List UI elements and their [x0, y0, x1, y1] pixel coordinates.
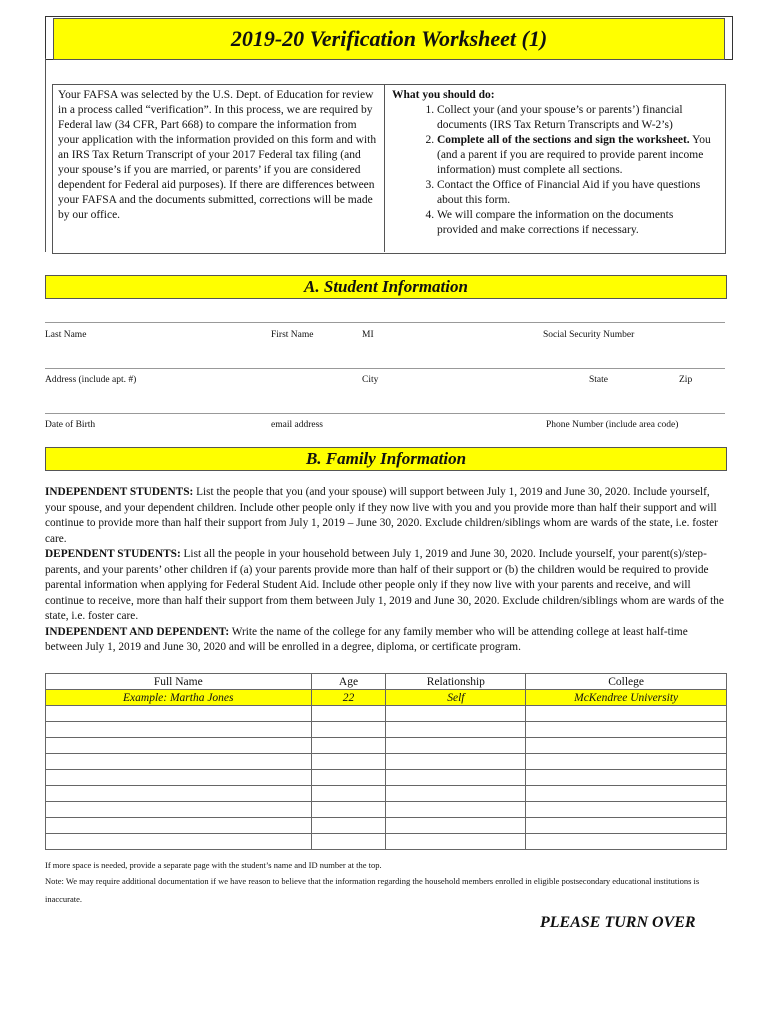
- relationship-cell[interactable]: [386, 754, 526, 770]
- relationship-cell[interactable]: [386, 738, 526, 754]
- table-row: [46, 706, 727, 722]
- age-cell[interactable]: [311, 834, 386, 850]
- name-cell[interactable]: [46, 802, 312, 818]
- college-cell[interactable]: [526, 834, 727, 850]
- form-line: [45, 413, 725, 414]
- name-cell[interactable]: [46, 818, 312, 834]
- instruction-step: 2. Complete all of the sections and sign the worksheet. You (and a parent if you are required to provide parent income information) must complete all sections.: [437, 133, 714, 178]
- documentation-note: Note: We may require additional documentation if we have reason to believe that the information regarding the household members enrolled in eligible postsecondary educational institutions is inaccurate.: [45, 876, 700, 904]
- relationship-cell[interactable]: [386, 786, 526, 802]
- age-cell[interactable]: [311, 802, 386, 818]
- relationship-cell[interactable]: [386, 818, 526, 834]
- section-a-heading: A. Student Information: [45, 275, 727, 299]
- age-cell[interactable]: [311, 738, 386, 754]
- name-cell[interactable]: [46, 738, 312, 754]
- example-age: 22: [311, 690, 386, 706]
- intro-text: Your FAFSA was selected by the U.S. Dept. of Education for review in a process called “verification”. In this process, we are required by Federal law (34 CFR, Part 668) to compare the information from your application with the information provided on this form and with an IRS Tax Return Transcript of your 2017 Federal tax filing (and your spouse’s if you are married, or parents’ if you are considered dependent for Federal aid purposes). If there are differences between your FAFSA and the documents submitted, corrections will be made by our office.: [58, 89, 377, 221]
- space-note: If more space is needed, provide a separate page with the student’s name and ID number at the top.: [45, 860, 382, 870]
- independent-text: List the people that you (and your spouse) will support between July 1, 2019 and June 30, 2020. Include yourself, your spouse, and your dependent children. Include other people only if they now live with you and you provide more than half their support and will continue to provide more than half their support from July 1, 2019 – June 30, 2020. Exclude children/siblings whom are wards of the state, i.e. foster care.: [45, 486, 718, 545]
- college-cell[interactable]: [526, 770, 727, 786]
- name-cell[interactable]: [46, 706, 312, 722]
- family-table: [45, 673, 727, 850]
- age-cell[interactable]: [311, 754, 386, 770]
- col-age: Age: [311, 674, 386, 690]
- col-full-name: Full Name: [46, 674, 312, 690]
- form-line: [45, 368, 725, 369]
- example-name: Example: Martha Jones: [46, 690, 312, 706]
- table-row: [46, 754, 727, 770]
- name-input-row[interactable]: [45, 340, 725, 367]
- instructions: [392, 88, 714, 238]
- name-cell[interactable]: [46, 754, 312, 770]
- state-label: State: [589, 375, 608, 385]
- dob-label: Date of Birth: [45, 420, 96, 430]
- form-line: [45, 322, 725, 323]
- age-cell[interactable]: [311, 786, 386, 802]
- intro-divider: [384, 84, 385, 252]
- dependent-text: List all the people in your household between July 1, 2019 and June 30, 2020. Include yourself, your parent(s)/step-parents, and your parents’ other children if (a) your parents provide more than half of their support or (b) the children would be required to provide parental information when applying for Federal Student Aid. Include other people only if they now live with your parents and receive, and will continue to receive, more than half their support from them between July 1, 2019 and June 30, 2020. Exclude children/siblings whom are wards of the state, i.e. foster care.: [45, 548, 724, 622]
- both-text: Write the name of the college for any family member who will be attending college at least half-time between July 1, 2019 and June 30, 2020 and will be enrolled in a degree, diploma, or certificate program.: [45, 625, 688, 653]
- name-cell[interactable]: [46, 722, 312, 738]
- age-cell[interactable]: [311, 770, 386, 786]
- college-cell[interactable]: [526, 722, 727, 738]
- section-b-heading: B. Family Information: [45, 447, 727, 471]
- instructions-heading: What you should do:: [392, 89, 495, 101]
- example-college: McKendree University: [526, 690, 727, 706]
- instructions-list: [392, 103, 714, 238]
- age-cell[interactable]: [311, 706, 386, 722]
- both-label: INDEPENDENT AND DEPENDENT:: [45, 625, 230, 638]
- zip-label: Zip: [679, 375, 693, 385]
- frame-line: [45, 58, 46, 252]
- name-cell[interactable]: [46, 786, 312, 802]
- dependent-label: DEPENDENT STUDENTS:: [45, 548, 181, 560]
- college-cell[interactable]: [526, 754, 727, 770]
- contact-input-row[interactable]: [45, 431, 725, 445]
- college-cell[interactable]: [526, 706, 727, 722]
- instruction-step: 3. Contact the Office of Financial Aid if you have questions about this form.: [437, 178, 714, 208]
- age-cell[interactable]: [311, 818, 386, 834]
- name-cell[interactable]: [46, 834, 312, 850]
- table-header: [46, 674, 727, 690]
- page-title: 2019-20 Verification Worksheet (1): [53, 18, 725, 60]
- relationship-cell[interactable]: [386, 770, 526, 786]
- address-input-row[interactable]: [45, 386, 725, 412]
- age-cell[interactable]: [311, 722, 386, 738]
- col-college: College: [526, 674, 727, 690]
- blank-rows: [46, 706, 727, 850]
- table-row: [46, 770, 727, 786]
- first-name-label: First Name: [271, 330, 314, 340]
- table-row: [46, 818, 727, 834]
- relationship-cell[interactable]: [386, 706, 526, 722]
- independent-label: INDEPENDENT STUDENTS:: [45, 486, 194, 498]
- phone-label: Phone Number (include area code): [546, 420, 679, 430]
- example-row: [46, 690, 727, 706]
- table-row: [46, 722, 727, 738]
- relationship-cell[interactable]: [386, 722, 526, 738]
- family-instructions: [45, 485, 727, 656]
- ssn-label: Social Security Number: [543, 330, 635, 340]
- mi-label: MI: [362, 330, 374, 340]
- table-row: [46, 834, 727, 850]
- table-row: [46, 786, 727, 802]
- college-cell[interactable]: [526, 786, 727, 802]
- email-label: email address: [271, 420, 323, 430]
- example-relationship: Self: [386, 690, 526, 706]
- college-cell[interactable]: [526, 738, 727, 754]
- city-label: City: [362, 375, 379, 385]
- address-label: Address (include apt. #): [45, 375, 137, 385]
- relationship-cell[interactable]: [386, 834, 526, 850]
- table-row: [46, 738, 727, 754]
- relationship-cell[interactable]: [386, 802, 526, 818]
- instruction-step: 1. Collect your (and your spouse’s or parents’) financial documents (IRS Tax Return Transcripts and W-2’s): [437, 103, 714, 133]
- college-cell[interactable]: [526, 802, 727, 818]
- please-turn-over: PLEASE TURN OVER: [540, 914, 696, 931]
- college-cell[interactable]: [526, 818, 727, 834]
- last-name-label: Last Name: [45, 330, 87, 340]
- instruction-step: 4. We will compare the information on the documents provided and make corrections if necessary.: [437, 208, 714, 238]
- name-cell[interactable]: [46, 770, 312, 786]
- col-relationship: Relationship: [386, 674, 526, 690]
- table-row: [46, 802, 727, 818]
